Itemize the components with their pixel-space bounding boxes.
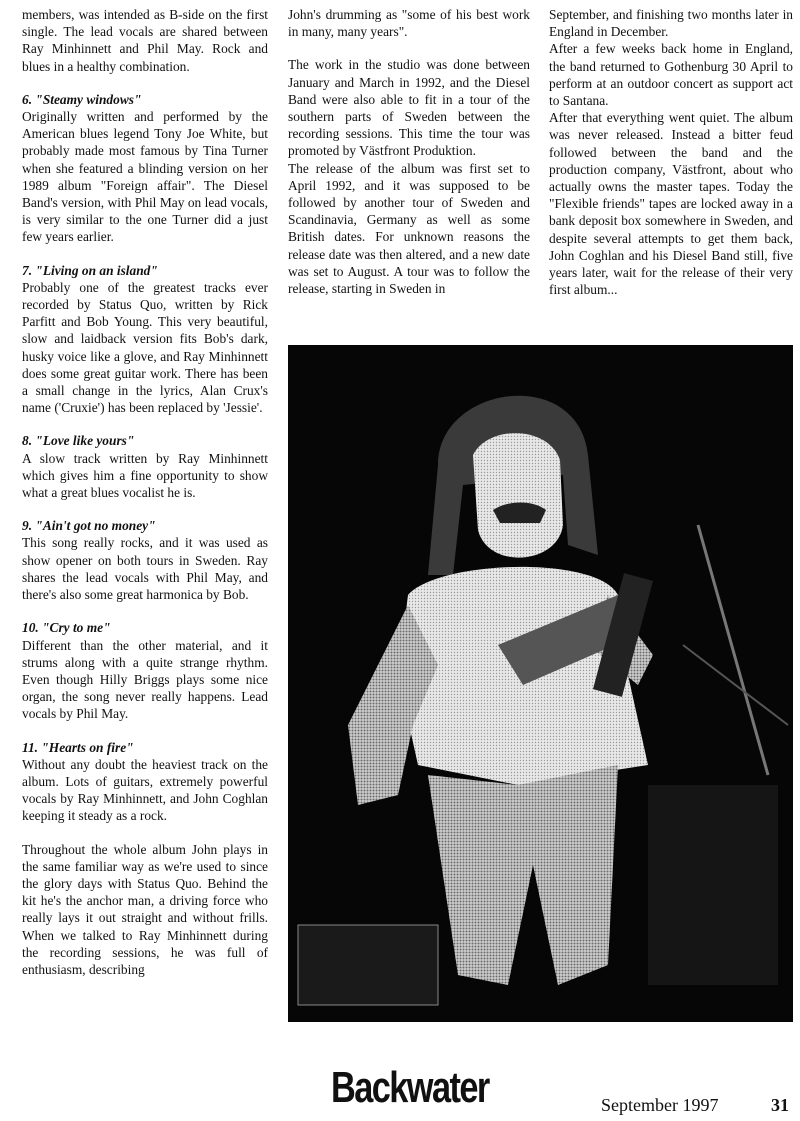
column-3-paragraph-1: September, and finishing two months later in England in December. xyxy=(549,7,793,40)
page-number: 31 xyxy=(771,1095,789,1115)
track-6-heading: 6. "Steamy windows" xyxy=(22,91,142,107)
track-8-text: A slow track written by Ray Minhinnett which gives him a fine opportunity to show what a great blues vocalist he is. xyxy=(22,450,268,501)
track-7-text: Probably one of the greatest tracks ever recorded by Status Quo, written by Rick Parfitt and Bob Young. This very beautiful, slow and laidback version fits Bob's dark, husky voice like a glove, and Ray Minhinnett does some great guitar work. There has been a small change in the lyrics, Alan Crux's name ('Cruxie') has been replaced by 'Jessie'. xyxy=(22,279,268,416)
drummer-photo-illustration xyxy=(288,345,793,1022)
column-1 xyxy=(22,6,268,978)
track-9-heading: 9. "Ain't got no money" xyxy=(22,518,156,534)
column-2-paragraph-1: John's drumming as "some of his best work in many, many years". xyxy=(288,7,530,40)
column-2 xyxy=(288,6,530,297)
issue-date: September 1997 xyxy=(601,1095,719,1115)
concert-photo xyxy=(288,345,793,1022)
intro-paragraph: members, was intended as B-side on the first single. The lead vocals are shared between Ray Minhinnett and Phil May. Rock and blues in a healthy combination. xyxy=(22,7,268,74)
track-10-text: Different than the other material, and it strums along with a quite strange rhythm. Even though Hilly Briggs plays some nice organ, the song never really happens. Lead vocals by Phil May. xyxy=(22,637,268,722)
track-11-heading: 11. "Hearts on fire" xyxy=(22,739,134,755)
track-11-text: Without any doubt the heaviest track on the album. Lots of guitars, extremely powerful vocals by Ray Minhinnett, and John Coghlan keeping it steady as a rock. xyxy=(22,756,268,824)
track-6-text: Originally written and performed by the American blues legend Tony Joe White, but probably made most famous by Tina Turner when she featured a blinding version on her 1989 album "Foreign affair". The Diesel Band's version, with Phil May on lead vocals, is very similar to the one Turner did a just few years earlier. xyxy=(22,109,268,245)
column-2-paragraph-2: The work in the studio was done between January and March in 1992, and the Diesel Band were also able to fit in a tour of the southern parts of Sweden between the recording sessions. This time the tour was promoted by Västfront Produktion. xyxy=(288,57,530,159)
track-10-heading: 10. "Cry to me" xyxy=(22,620,111,636)
column-3-paragraph-3: After that everything went quiet. The album was never released. Instead a bitter feud followed between the band and the production company, Västfront, about who actually owns the master tapes. Today the "Flexible friends" tapes are locked away in a bank deposit box somewhere in Sweden, and despite several attempts to get them back, John Coghlan and his Diesel Band still, five years later, wait for the release of their very first album... xyxy=(549,110,793,298)
track-7-heading: 7. "Living on an island" xyxy=(22,262,158,278)
track-9-text: This song really rocks, and it was used as show opener on both tours in Sweden. Ray shares the lead vocals with Phil May, and there's also some great harmonica by Bob. xyxy=(22,535,268,603)
column-3 xyxy=(549,6,793,298)
magazine-logo: Backwater xyxy=(331,1063,489,1112)
column-3-paragraph-2: After a few weeks back home in England, the band returned to Gothenburg 30 April to perform at an outdoor concert as support act to Santana. xyxy=(549,41,793,109)
closing-paragraph: Throughout the whole album John plays in the same familiar way as we're used to since the glory days with Status Quo. Behind the kit he's the anchor man, a driving force who really lays it out straight and without frills. When we talked to Ray Minhinnett during the recording sessions, he was full of enthusiasm, describing xyxy=(22,841,268,977)
column-2-paragraph-3: The release of the album was first set to April 1992, and it was supposed to be followed by another tour of Sweden and Scandinavia, Germany as well as some British dates. For unknown reasons the release date was then altered, and a new date was set to August. A tour was to follow the release, starting in Sweden in xyxy=(288,160,530,297)
track-8-heading: 8. "Love like yours" xyxy=(22,433,135,449)
